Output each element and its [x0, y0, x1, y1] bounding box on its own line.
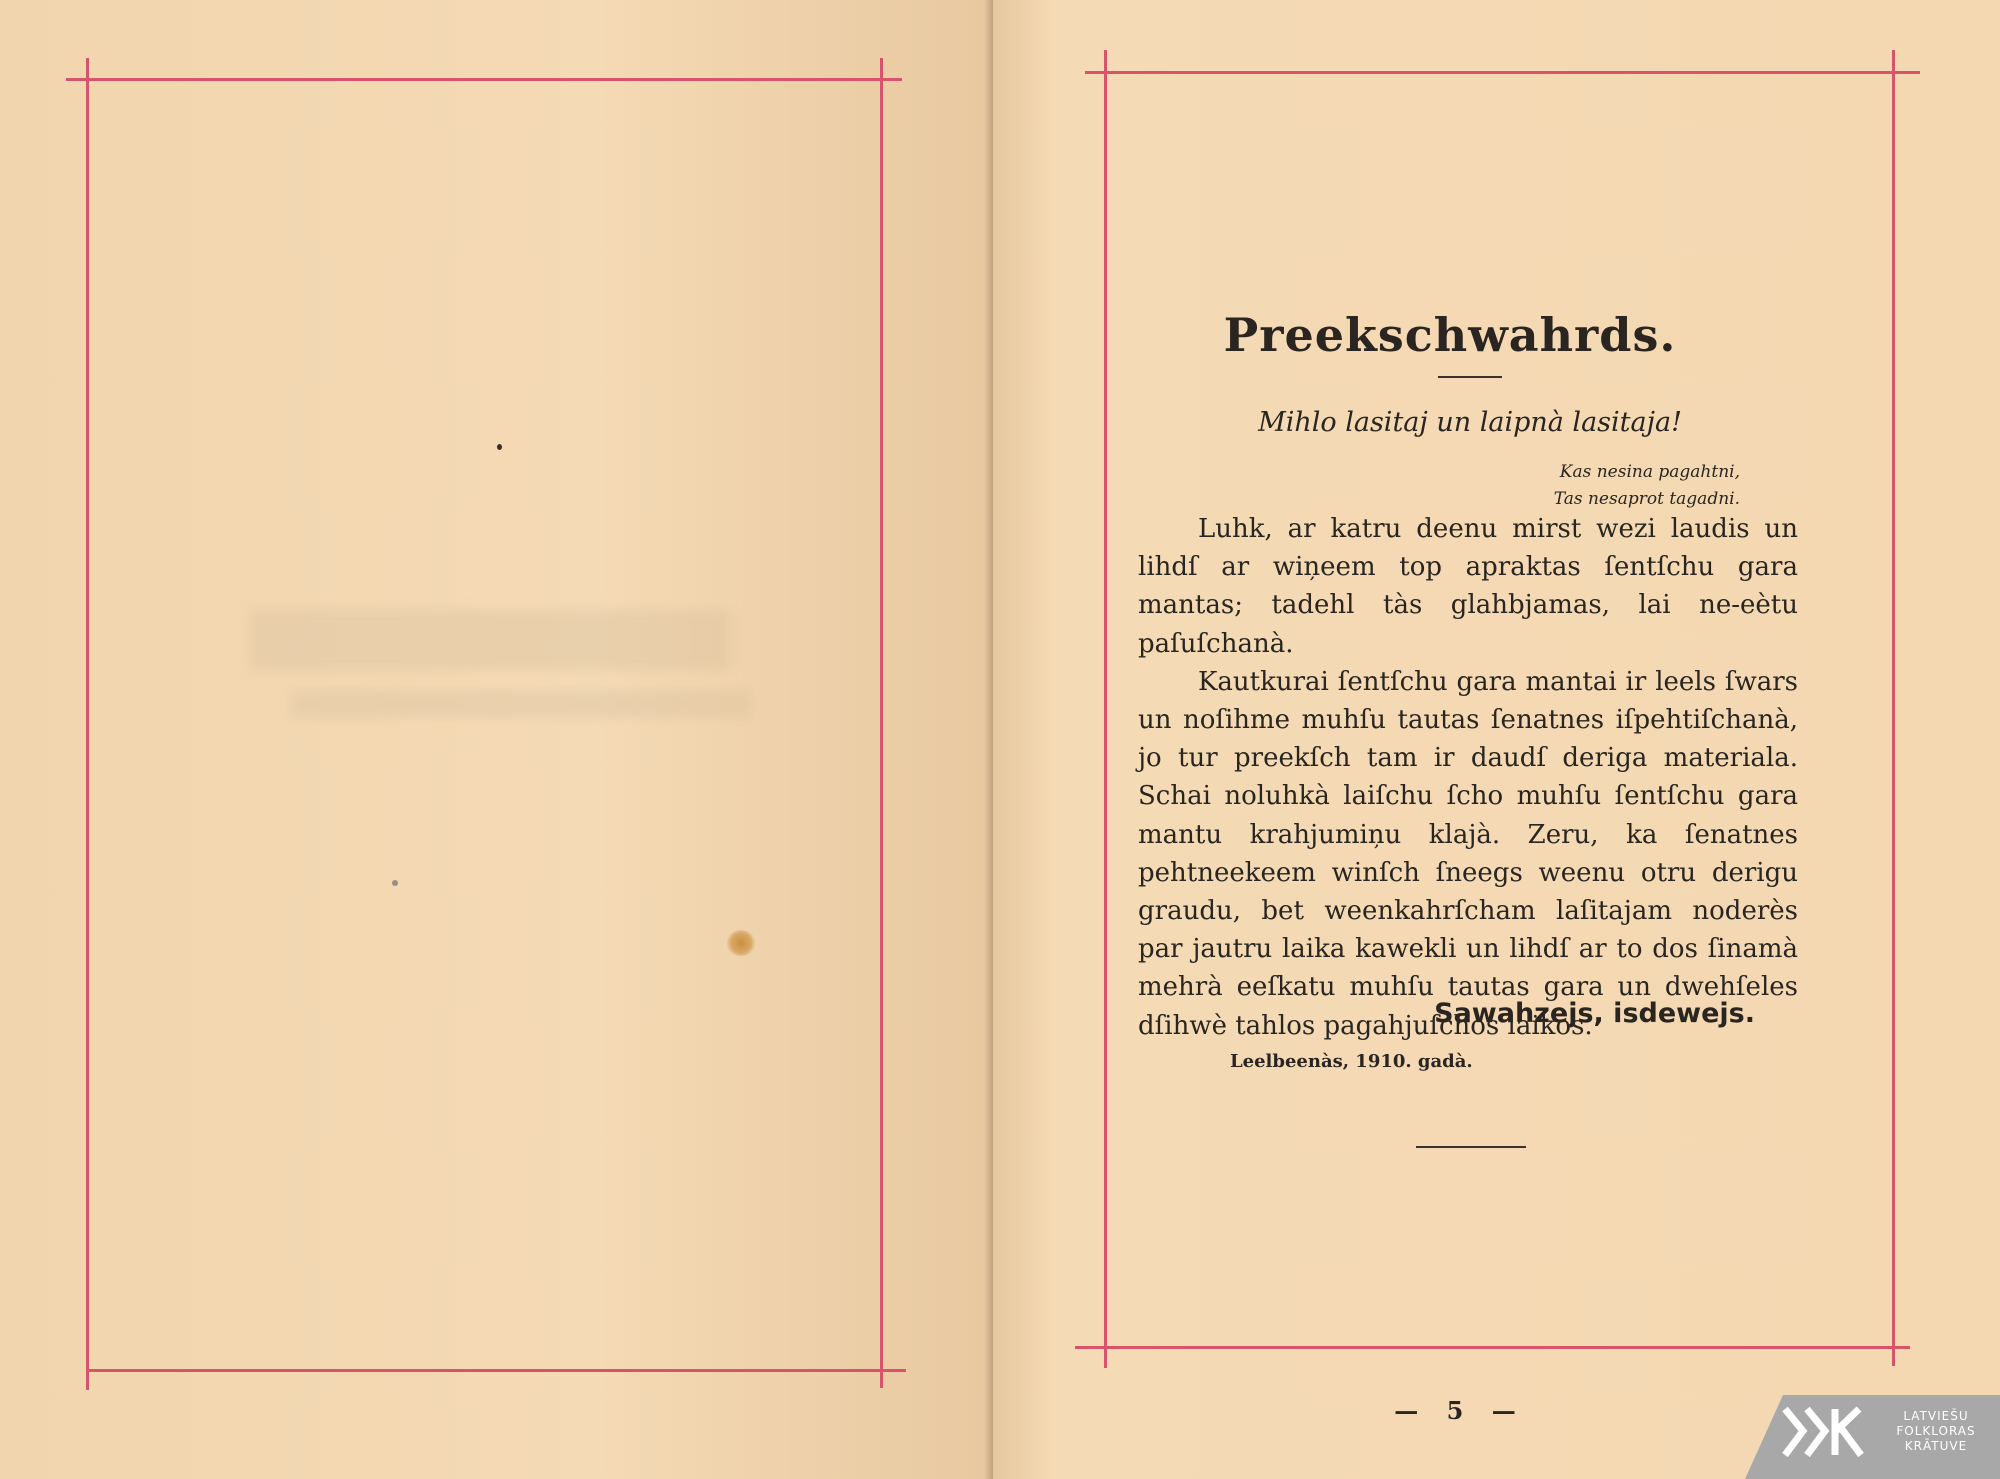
logo-line-1: LATVIEŠU: [1903, 1409, 1969, 1423]
signature: Sawahzejs, isdewejs.: [1434, 998, 1755, 1029]
bleed-through-shadow: [250, 610, 730, 670]
motto-line-1: Kas nesina pagahtni,: [1559, 462, 1740, 482]
right-frame-left: [1104, 50, 1107, 1368]
preface-body: [1138, 510, 1798, 1045]
archive-logo-text: [1880, 1409, 1992, 1454]
right-frame-top: [1085, 71, 1920, 74]
right-frame-right: [1892, 50, 1895, 1366]
left-frame-bottom: [86, 1369, 906, 1372]
closing-divider: [1416, 1146, 1526, 1148]
motto-line-2: Tas nesaprot tagadni.: [1553, 489, 1740, 509]
page-title: Preekschwahrds.: [1223, 308, 1677, 362]
left-page: [0, 0, 993, 1479]
left-frame-left: [86, 58, 89, 1390]
paper-speck-2: [392, 880, 398, 886]
paper-stain: [726, 930, 756, 956]
left-frame-top: [66, 78, 902, 81]
logo-line-2: FOLKLORAS: [1896, 1424, 1976, 1438]
paper-speck: [497, 444, 502, 450]
right-frame-bottom: [1075, 1346, 1910, 1349]
logo-line-3: KRĀTUVE: [1904, 1439, 1968, 1453]
page-number: — 5 —: [1394, 1396, 1526, 1425]
paragraph-2: Kautkurai ſentſchu gara mantai ir leels ſwars un noſihme muhſu tautas ſenatnes iſpehtiſchanà, jo tur preekſch tam ir daudſ deriga materiala. Schai noluhkà laiſchu ſcho muhſu ſentſchu gara mantu krahjumiņu klajà. Zeru, ka ſenatnes pehtneekeem winſch ſneegs weenu otru derigu graudu, bet weenkahrſcham laſitajam noderès par jautru laika kawekli un lihdſ ar to dos ſinamà mehrà eeſkatu muhſu tautas gara un dwehſeles dſihwè tahlos pagahjuſchos laikos.: [1138, 666, 1798, 1041]
place-date: Leelbeenàs, 1910. gadà.: [1230, 1051, 1473, 1072]
bleed-through-shadow-2: [290, 690, 750, 718]
paragraph-1: Luhk, ar katru deenu mirst wezi laudis un lihdſ ar wiņeem top apraktas ſentſchu gara mantas; tadehl tàs glahbjamas, lai ne-eètu paſuſchanà.: [1138, 514, 1798, 659]
salutation: Mihlo lasitaj un laipnà lasitaja!: [1258, 407, 1682, 438]
title-divider: [1438, 376, 1502, 378]
left-frame-right: [880, 58, 883, 1388]
